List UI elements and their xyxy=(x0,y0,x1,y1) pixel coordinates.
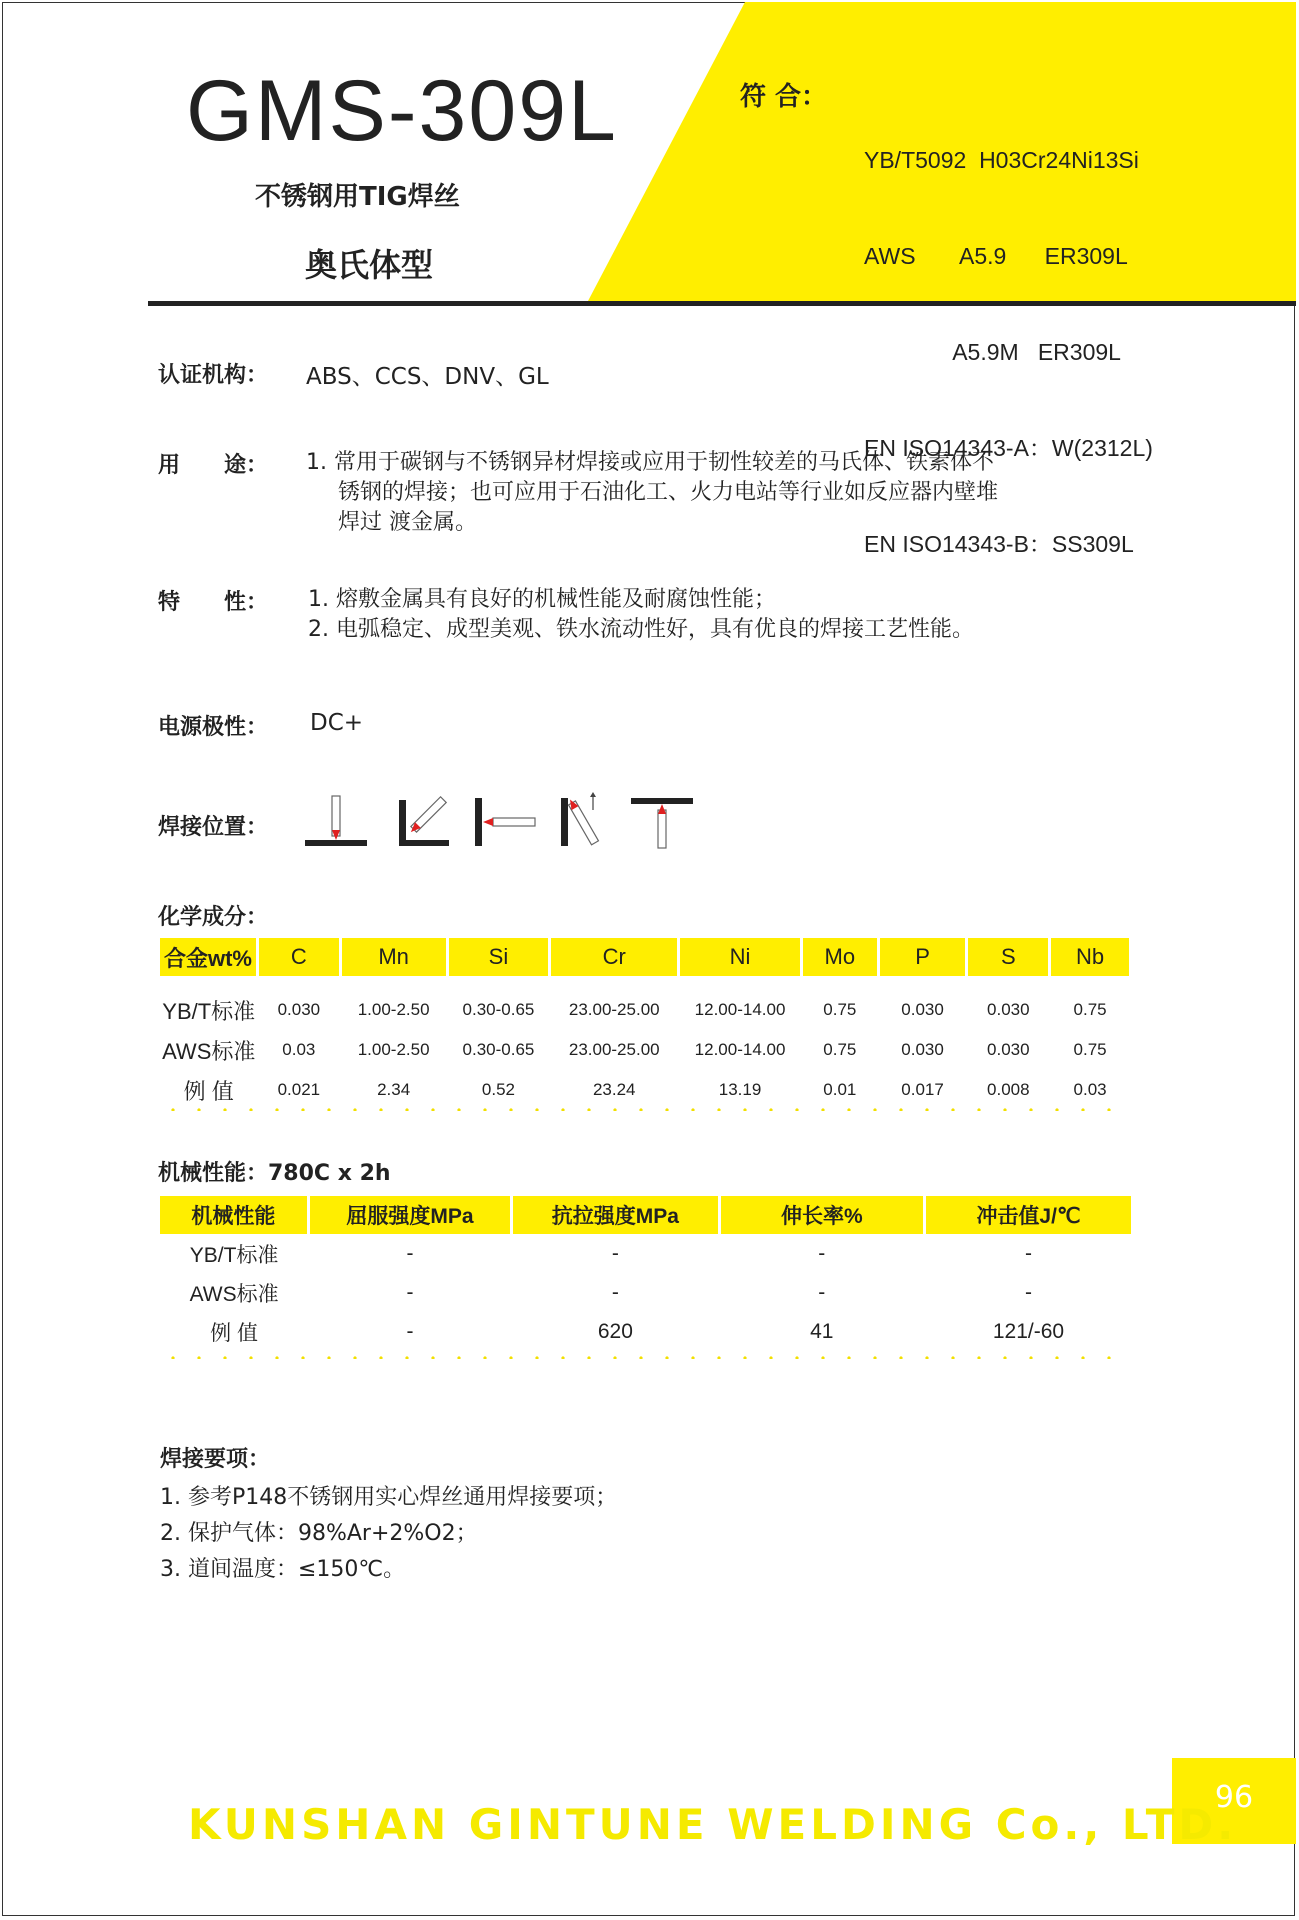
usage-label: 用 途： xyxy=(158,453,269,478)
table-row xyxy=(160,1273,1133,1312)
chemistry-header: Mo xyxy=(801,938,878,976)
table-row xyxy=(160,1030,1131,1070)
table-cell: 0.01 xyxy=(823,1080,857,1099)
standards-label: 符 合： xyxy=(740,82,828,112)
row-label: AWS标准 xyxy=(162,1038,256,1064)
table-cell: 0.017 xyxy=(901,1080,944,1099)
standard-line: AWS A5.9 ER309L xyxy=(864,243,1128,269)
usage-text xyxy=(306,448,998,538)
table-cell: 0.030 xyxy=(277,1000,321,1019)
table-cell: 1.00-2.50 xyxy=(357,1000,430,1019)
table-cell: 13.19 xyxy=(718,1080,762,1099)
standard-line: EN ISO14343-A：W(2312L) xyxy=(864,435,1153,461)
chemistry-header: Si xyxy=(447,938,550,976)
chemistry-header: Mn xyxy=(340,938,447,976)
welding-position-icons xyxy=(305,792,705,852)
table-row xyxy=(160,976,1131,1030)
features-text xyxy=(308,585,974,645)
table-cell: 23.00-25.00 xyxy=(568,1000,660,1019)
table-cell: 0.03 xyxy=(282,1040,316,1059)
row-label: YB/T标准 xyxy=(162,998,256,1024)
table-cell: 0.75 xyxy=(823,1040,857,1059)
company-name: KUNSHAN GINTUNE WELDING Co., LTD. xyxy=(188,1800,1238,1849)
dotted-divider xyxy=(160,1356,1132,1359)
chemistry-header-row xyxy=(160,938,1131,976)
table-cell: 0.021 xyxy=(277,1080,321,1099)
features-line: 2. 电弧稳定、成型美观、铁水流动性好，具有优良的焊接工艺性能。 xyxy=(308,617,974,642)
flat-position-icon xyxy=(305,796,367,846)
row-label: 例 值 xyxy=(183,1078,234,1104)
table-cell: 0.030 xyxy=(901,1000,944,1019)
table-cell: 0.030 xyxy=(987,1040,1030,1059)
mechanical-header: 机械性能 xyxy=(160,1196,308,1234)
positions-label: 焊接位置： xyxy=(158,815,269,840)
table-cell: 0.75 xyxy=(823,1000,857,1019)
table-cell: - xyxy=(406,1280,414,1304)
table-cell: 0.30-0.65 xyxy=(462,1000,535,1019)
table-row xyxy=(160,1070,1131,1110)
table-cell: 0.75 xyxy=(1073,1000,1107,1019)
row-label: AWS标准 xyxy=(189,1282,279,1306)
requirement-item: 2. 保护气体：98%Ar+2%O2； xyxy=(160,1521,478,1546)
standard-line: EN ISO14343-B：SS309L xyxy=(864,531,1134,557)
table-row xyxy=(160,1234,1133,1273)
table-cell: 0.30-0.65 xyxy=(462,1040,535,1059)
certification-value: ABS、CCS、DNV、GL xyxy=(306,364,549,390)
table-cell: - xyxy=(406,1319,414,1343)
overhead-position-icon xyxy=(631,798,693,848)
row-label: 例 值 xyxy=(210,1321,259,1345)
product-model: GMS-309L xyxy=(186,63,618,159)
welding-requirements xyxy=(160,1442,617,1588)
row-label: YB/T标准 xyxy=(189,1243,279,1267)
page-number: 96 xyxy=(1214,1780,1254,1815)
table-cell: 0.008 xyxy=(987,1080,1030,1099)
usage-line: 焊过 渡金属。 xyxy=(338,510,477,535)
table-cell: 1.00-2.50 xyxy=(357,1040,430,1059)
chemistry-header: Nb xyxy=(1050,938,1131,976)
table-cell: 0.03 xyxy=(1073,1080,1107,1099)
horizontal-position-icon xyxy=(475,798,535,846)
features-line: 1. 熔敷金属具有良好的机械性能及耐腐蚀性能； xyxy=(308,587,776,612)
chemistry-header: P xyxy=(878,938,967,976)
dotted-divider xyxy=(160,1108,1132,1111)
table-cell: - xyxy=(1025,1241,1032,1265)
table-cell: 2.34 xyxy=(377,1080,411,1099)
vertical-up-icon xyxy=(561,792,598,846)
requirement-item: 3. 道间温度：≤150℃。 xyxy=(160,1557,406,1582)
table-cell: 0.52 xyxy=(481,1080,515,1099)
chemistry-title: 化学成分： xyxy=(158,905,269,930)
polarity-label: 电源极性： xyxy=(158,715,269,740)
chemistry-table xyxy=(160,938,1132,1110)
features-label: 特 性： xyxy=(158,590,269,615)
certification-label: 认证机构： xyxy=(158,363,269,388)
table-cell: 23.00-25.00 xyxy=(568,1040,660,1059)
standard-line: YB/T5092 H03Cr24Ni13Si xyxy=(864,147,1139,173)
table-cell: 23.24 xyxy=(592,1080,636,1099)
table-cell: 41 xyxy=(810,1319,834,1343)
horizontal-fillet-icon xyxy=(399,797,449,846)
product-subtitle: 不锈钢用TIG焊丝 xyxy=(255,182,460,212)
polarity-value: DC+ xyxy=(310,710,364,736)
mechanical-title: 机械性能：780C x 2h xyxy=(158,1161,391,1186)
table-cell: 0.75 xyxy=(1073,1040,1107,1059)
table-cell: 12.00-14.00 xyxy=(694,1000,786,1019)
table-cell: 121/-60 xyxy=(992,1319,1065,1343)
table-cell: 12.00-14.00 xyxy=(694,1040,786,1059)
chemistry-header: Cr xyxy=(550,938,679,976)
chemistry-header: Ni xyxy=(679,938,802,976)
table-cell: - xyxy=(611,1241,619,1265)
table-cell: - xyxy=(611,1280,619,1304)
usage-line: 锈钢的焊接；也可应用于石油化工、火力电站等行业如反应器内壁堆 xyxy=(338,480,999,505)
requirements-title: 焊接要项： xyxy=(160,1447,271,1472)
product-type: 奥氏体型 xyxy=(305,246,434,284)
mechanical-header: 伸长率% xyxy=(719,1196,924,1234)
mechanical-header-row xyxy=(160,1196,1133,1234)
chemistry-header: 合金wt% xyxy=(160,938,257,976)
table-cell: - xyxy=(818,1280,826,1304)
requirement-item: 1. 参考P148不锈钢用实心焊丝通用焊接要项； xyxy=(160,1485,618,1510)
table-row xyxy=(160,1312,1133,1351)
mechanical-header: 屈服强度MPa xyxy=(308,1196,512,1234)
chemistry-header: C xyxy=(257,938,340,976)
standard-line: A5.9M ER309L xyxy=(864,339,1121,365)
table-cell: - xyxy=(406,1241,414,1265)
table-cell: - xyxy=(1025,1280,1032,1304)
table-cell: 620 xyxy=(597,1319,633,1343)
table-cell: 0.030 xyxy=(901,1040,944,1059)
usage-line: 1. 常用于碳钢与不锈钢异材焊接或应用于韧性较差的马氏体、铁素体不 xyxy=(306,450,994,475)
mechanical-header: 冲击值J/℃ xyxy=(925,1196,1133,1234)
table-cell: - xyxy=(818,1241,826,1265)
mechanical-header: 抗拉强度MPa xyxy=(512,1196,719,1234)
table-cell: 0.030 xyxy=(987,1000,1030,1019)
chemistry-header: S xyxy=(967,938,1050,976)
mechanical-table xyxy=(160,1196,1134,1351)
